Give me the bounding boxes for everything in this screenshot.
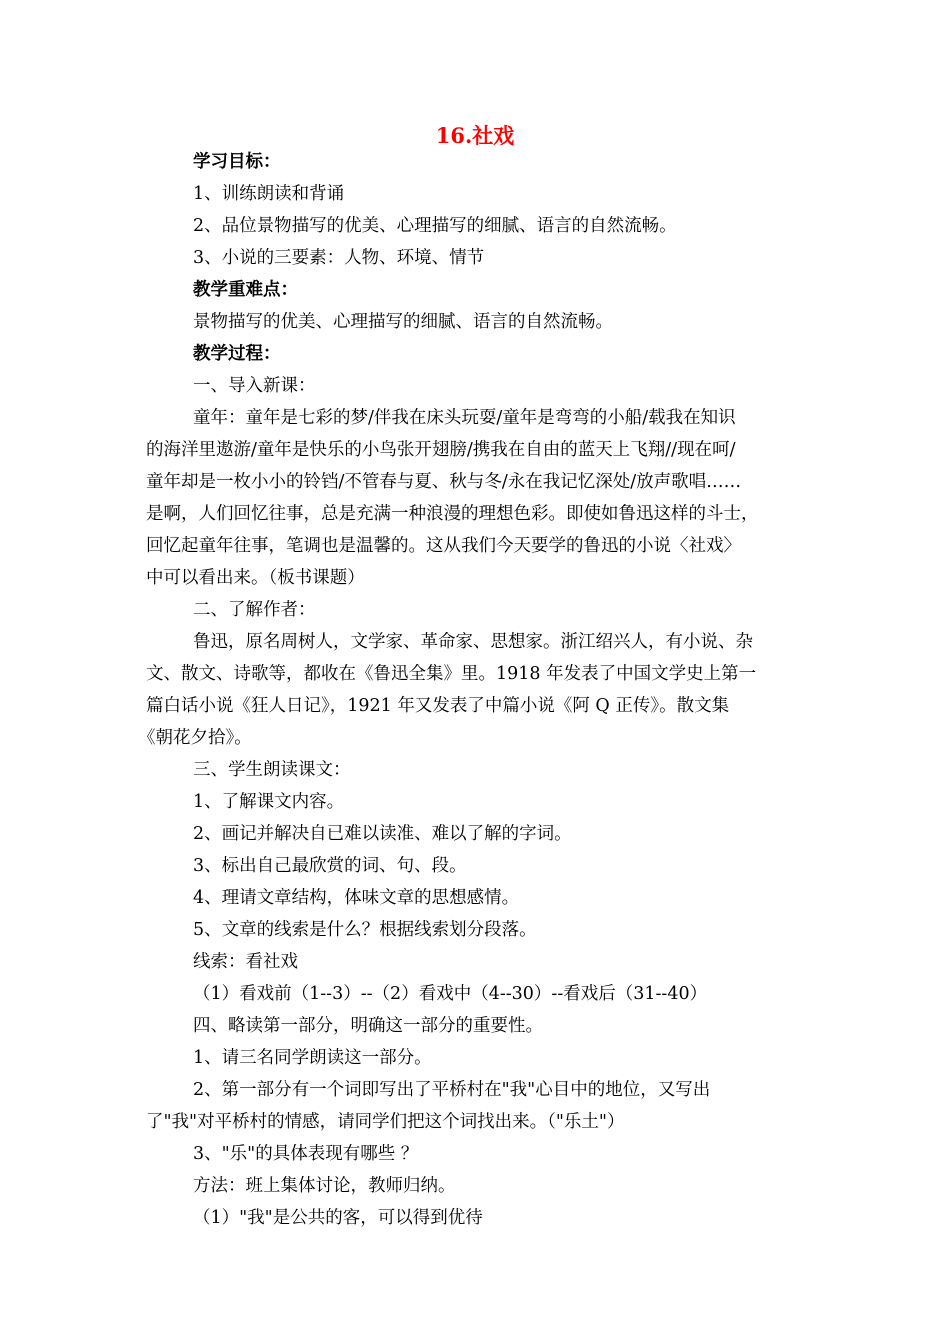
paragraph-line: 回忆起童年往事，笔调也是温馨的。这从我们今天要学的鲁迅的小说〈社戏〉 bbox=[146, 536, 741, 556]
paragraph-line: 文、散文、诗歌等，都收在《鲁迅全集》里。1918 年发表了中国文学史上第一 bbox=[146, 664, 757, 684]
paragraph-line: 2、第一部分有一个词即写出了平桥村在"我"心目中的地位，又写出 bbox=[193, 1080, 711, 1100]
paragraph-line: 篇白话小说《狂人日记》，1921 年又发表了中篇小说《阿 Q 正传》。散文集 bbox=[146, 696, 730, 716]
text-line: 景物描写的优美、心理描写的细腻、语言的自然流畅。 bbox=[193, 312, 613, 332]
section-heading: 三、学生朗读课文： bbox=[193, 760, 351, 780]
text-line: 1、请三名同学朗读这一部分。 bbox=[193, 1048, 432, 1068]
document-title: 16.社戏 bbox=[435, 123, 515, 148]
text-line: 方法：班上集体讨论，教师归纳。 bbox=[193, 1176, 456, 1196]
text-line: （1）"我"是公共的客，可以得到优待 bbox=[193, 1208, 483, 1228]
heading-teaching-process: 教学过程： bbox=[193, 344, 281, 364]
paragraph-line: 《朝花夕拾》。 bbox=[138, 728, 252, 748]
text-line: 3、"乐"的具体表现有哪些 ？ bbox=[193, 1144, 419, 1164]
text-line: 2、品位景物描写的优美、心理描写的细腻、语言的自然流畅。 bbox=[193, 216, 677, 236]
paragraph-line: 鲁迅，原名周树人，文学家、革命家、思想家。浙江绍兴人，有小说、杂 bbox=[193, 632, 753, 652]
paragraph-line: 了"我"对平桥村的情感，请同学们把这个词找出来。（"乐土"） bbox=[146, 1112, 625, 1132]
heading-learning-goals: 学习目标： bbox=[193, 152, 281, 172]
text-line: 3、小说的三要素：人物、环境、情节 bbox=[193, 248, 485, 268]
paragraph-line: 的海洋里遨游/童年是快乐的小鸟张开翅膀/携我在自由的蓝天上飞翔//现在呵/ bbox=[146, 440, 736, 460]
text-line: 1、了解课文内容。 bbox=[193, 792, 345, 812]
paragraph-line: 童年却是一枚小小的铃铛/不管春与夏、秋与冬/永在我记忆深处/放声歌唱…… bbox=[146, 472, 742, 492]
heading-key-points: 教学重难点： bbox=[193, 280, 298, 300]
text-line: 1、训练朗读和背诵 bbox=[193, 184, 345, 204]
text-line: 2、画记并解决自已难以读准、难以了解的字词。 bbox=[193, 824, 572, 844]
text-line: 5、文章的线索是什么？根据线索划分段落。 bbox=[193, 920, 537, 940]
paragraph-line: 是啊，人们回忆往事，总是充满一种浪漫的理想色彩。即使如鲁迅这样的斗士， bbox=[146, 504, 759, 524]
text-line: 4、理请文章结构，体味文章的思想感情。 bbox=[193, 888, 520, 908]
paragraph-line: 中可以看出来。（板书课题） bbox=[146, 568, 365, 588]
section-heading: 二、了解作者： bbox=[193, 600, 316, 620]
text-line: 3、标出自己最欣赏的词、句、段。 bbox=[193, 856, 467, 876]
paragraph-line: 童年：童年是七彩的梦/伴我在床头玩耍/童年是弯弯的小船/载我在知识 bbox=[193, 408, 736, 428]
text-line: 线索：看社戏 bbox=[193, 952, 298, 972]
section-heading: 四、略读第一部分，明确这一部分的重要性。 bbox=[193, 1016, 543, 1036]
section-heading: 一、导入新课： bbox=[193, 376, 316, 396]
text-line: （1）看戏前（1--3）--（2）看戏中（4--30）--看戏后（31--40） bbox=[193, 984, 708, 1004]
